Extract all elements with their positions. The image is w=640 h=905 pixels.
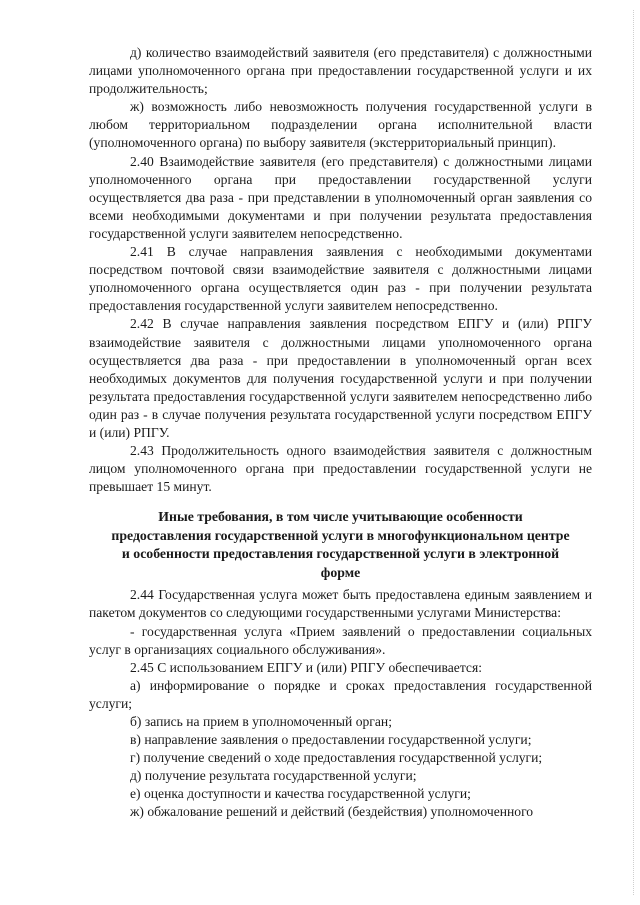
heading-line: форме bbox=[320, 564, 361, 580]
list-item-e: е) оценка доступности и качества государственной услуги; bbox=[130, 786, 471, 802]
list-item-v: в) направление заявления о предоставлении государственной услуги; bbox=[130, 732, 532, 748]
heading-line: Иные требования, в том числе учитывающие особенности bbox=[158, 509, 523, 525]
paragraph-2-43: 2.43 Продолжительность одного взаимодействия заявителя с должностным лицом уполномоченного органа при предоставлении государственной услуги не превышает 15 минут. bbox=[89, 443, 592, 495]
paragraph-item-d: д) количество взаимодействий заявителя (его представителя) с должностными лицами уполномоченного органа при предоставлении государственной услуги и их продолжительность; bbox=[89, 45, 592, 97]
paragraph-2-40: 2.40 Взаимодействие заявителя (его представителя) с должностными лицами уполномоченного органа при предоставлении государственной услуги осуществляется два раза - при представлении в уполномоченный орган заявления со всеми необходимыми документами и при получении результата предоставления государственной услуги заявителем непосредственно. bbox=[89, 153, 592, 241]
paragraph-item-zh: ж) возможность либо невозможность получения государственной услуги в любом территориальном подразделении органа исполнительной власти (уполномоченного органа) по выбору заявителя (экстерриториальный принцип). bbox=[89, 99, 592, 151]
paragraph-service-item: - государственная услуга «Прием заявлений о предоставлении социальных услуг в организациях социального обслуживания». bbox=[89, 623, 592, 657]
paragraph-2-41: 2.41 В случае направления заявления с необходимыми документами посредством почтовой связи взаимодействие заявителя с должностными лицами уполномоченного органа осуществляется один раз - при получении результата предоставления государственной услуги заявителем непосредственно. bbox=[89, 244, 592, 314]
list-item-a: а) информирование о порядке и сроках предоставления государственной услуги; bbox=[89, 677, 592, 711]
heading-line: и особенности предоставления государственной услуги в электронной bbox=[121, 546, 560, 562]
scan-edge bbox=[632, 10, 634, 895]
section-heading bbox=[89, 508, 592, 582]
paragraph-2-45: 2.45 С использованием ЕПГУ и (или) РПГУ обеспечивается: bbox=[130, 659, 482, 675]
list-item-zh: ж) обжалование решений и действий (бездействия) уполномоченного bbox=[130, 804, 534, 820]
list-item-b: б) запись на прием в уполномоченный орган; bbox=[130, 714, 392, 729]
heading-line: предоставления государственной услуги в многофункциональном центре bbox=[111, 527, 570, 543]
paragraph-2-42: 2.42 В случае направления заявления посредством ЕПГУ и (или) РПГУ взаимодействие заявителя с должностными лицами уполномоченного органа осуществляется два раза - при предоставлении в уполномоченный орган всех необходимых документов для получения государственной услуги и при получении результата предоставления государственной услуги заявителем непосредственно либо один раз - в случае получения результата государственной услуги посредством ЕПГУ и (или) РПГУ. bbox=[89, 316, 592, 440]
list-item-g: г) получение сведений о ходе предоставления государственной услуги; bbox=[130, 750, 543, 766]
list-item-d: д) получение результата государственной услуги; bbox=[130, 768, 417, 784]
paragraph-2-44: 2.44 Государственная услуга может быть предоставлена единым заявлением и пакетом документов со следующими государственными услугами Министерства: bbox=[89, 587, 592, 621]
